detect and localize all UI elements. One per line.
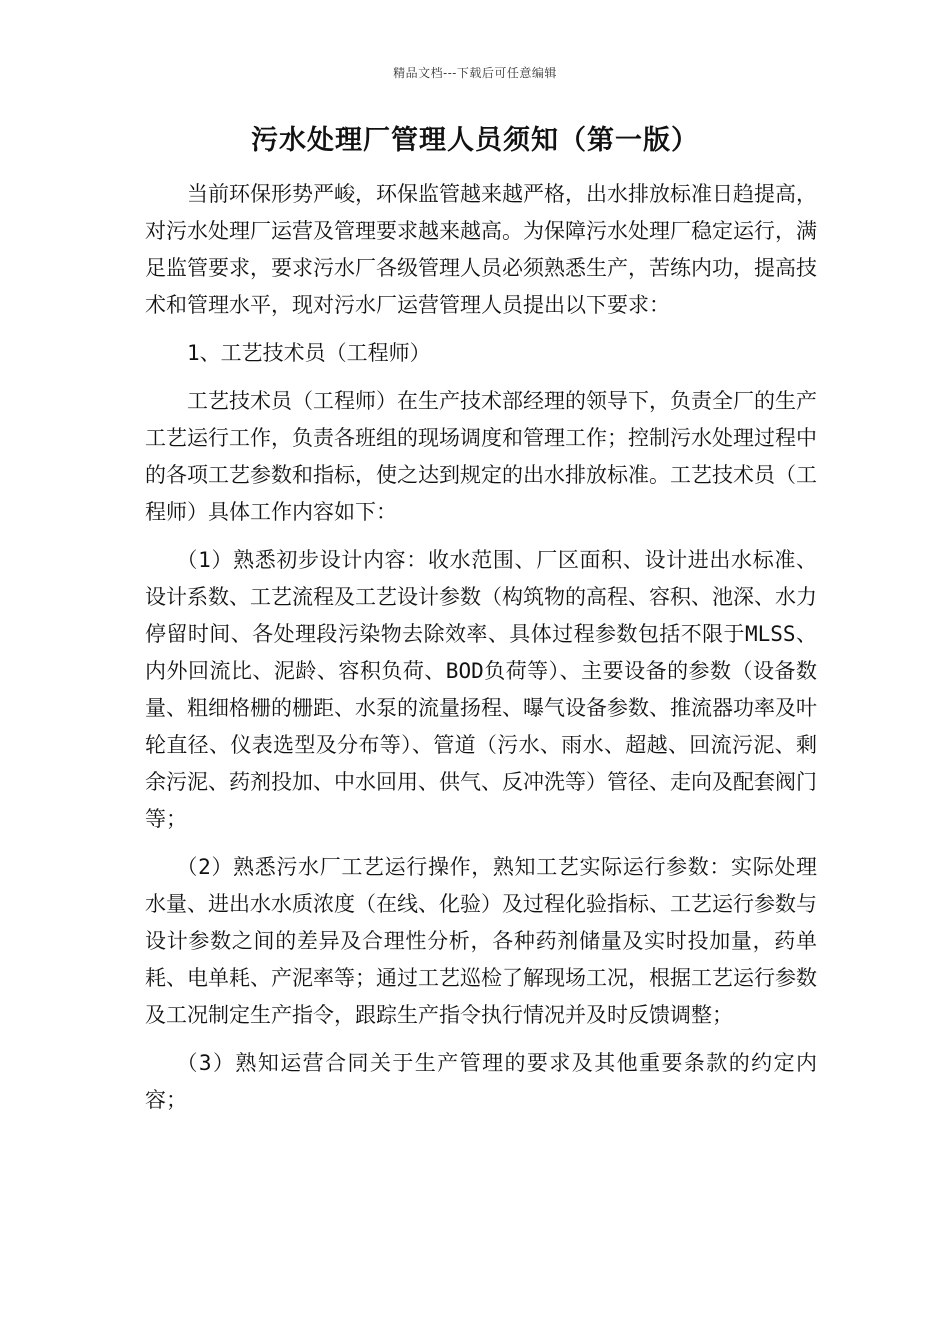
document-body <box>145 176 817 1130</box>
list-item: （2）熟悉污水厂工艺运行操作，熟知工艺实际运行参数：实际处理水量、进出水水质浓度（在线、化验）及过程化验指标、工艺运行参数与设计参数之间的差异及合理性分析，各种药剂储量及实时投加量，药单耗、电单耗、产泥率等；通过工艺巡检了解现场工况，根据工艺运行参数及工况制定生产指令，跟踪生产指令执行情况并及时反馈调整； <box>145 855 817 1027</box>
page-header: 精品文档---下载后可任意编辑 <box>393 66 557 80</box>
list-item: （1）熟悉初步设计内容：收水范围、厂区面积、设计进出水标准、设计系数、工艺流程及工艺设计参数（构筑物的高程、容积、池深、水力停留时间、各处理段污染物去除效率、具体过程参数包括不限于MLSS、内外回流比、泥龄、容积负荷、BOD负荷等）、主要设备的参数（设备数量、粗细格栅的栅距、水泵的流量扬程、曝气设备参数、推流器功率及叶轮直径、仪表选型及分布等）、管道（污水、雨水、超越、回流污泥、剩余污泥、药剂投加、中水回用、供气、反冲洗等）管径、走向及配套阀门等； <box>145 548 817 831</box>
list-item: （3）熟知运营合同关于生产管理的要求及其他重要条款的约定内容； <box>145 1051 817 1112</box>
document-title: 污水处理厂管理人员须知（第一版） <box>251 125 699 156</box>
intro-paragraph: 当前环保形势严峻，环保监管越来越严格，出水排放标准日趋提高，对污水处理厂运营及管理要求越来越高。为保障污水处理厂稳定运行，满足监管要求，要求污水厂各级管理人员必须熟悉生产，苦练内功，提高技术和管理水平，现对污水厂运营管理人员提出以下要求： <box>145 182 817 317</box>
role-description-paragraph: 工艺技术员（工程师）在生产技术部经理的领导下，负责全厂的生产工艺运行工作，负责各班组的现场调度和管理工作；控制污水处理过程中的各项工艺参数和指标，使之达到规定的出水排放标准。工艺技术员（工程师）具体工作内容如下： <box>145 389 817 524</box>
section-heading: 1、工艺技术员（工程师） <box>187 341 431 365</box>
